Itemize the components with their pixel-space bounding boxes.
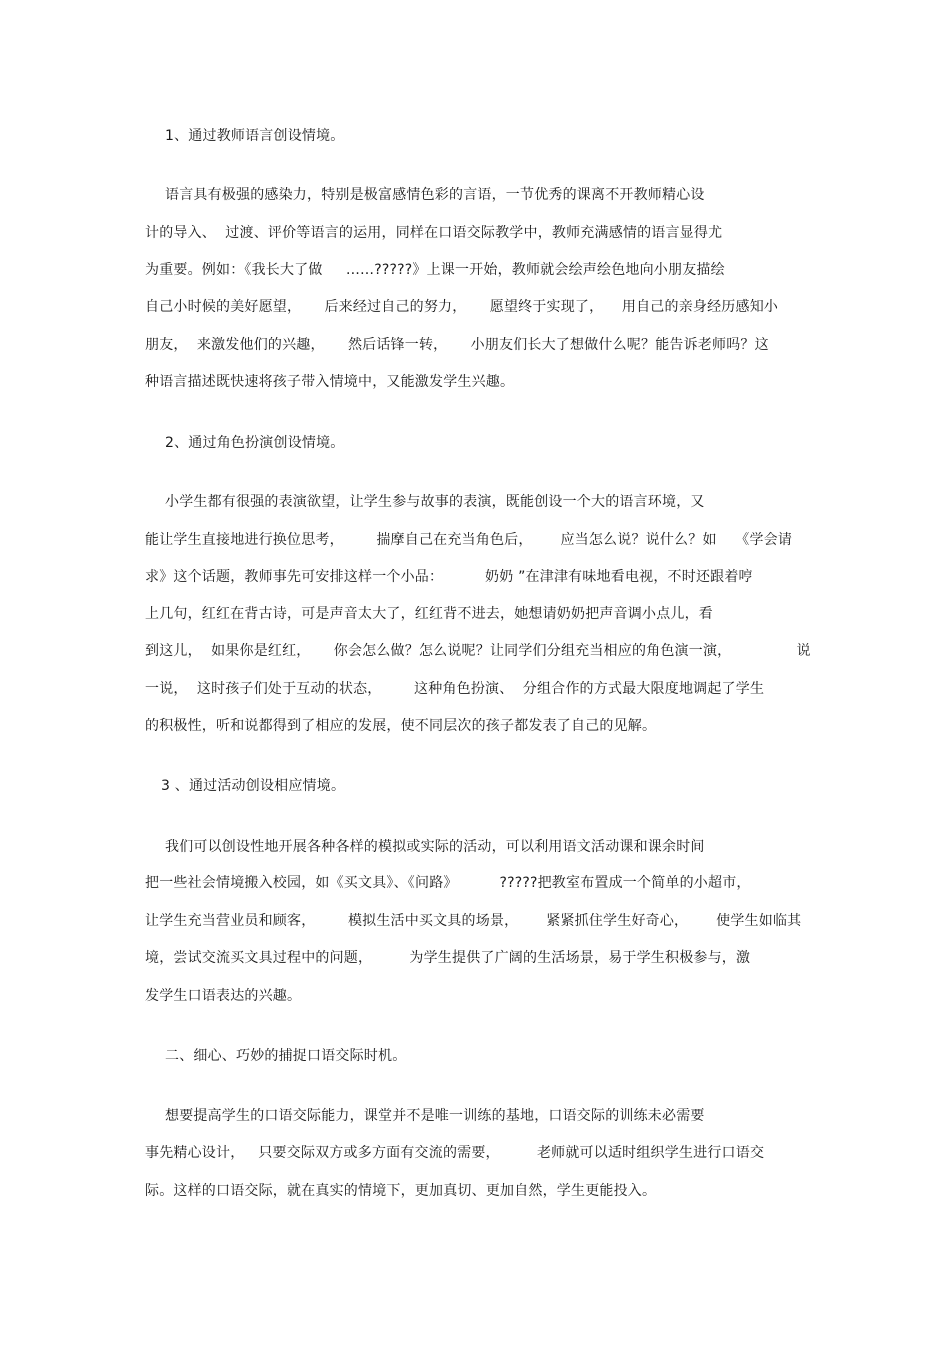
section-1-line-5: 朋友， 来激发他们的兴趣， 然后话锋一转， 小朋友们长大了想做什么呢？能告诉老师吗？这 xyxy=(145,337,769,353)
section-2-line-7: 的积极性，听和说都得到了相应的发展，使不同层次的孩子都发表了自己的见解。 xyxy=(145,718,657,734)
section-3-line-1: 我们可以创设性地开展各种各样的模拟或实际的活动，可以利用语文活动课和课余时间 xyxy=(165,839,705,855)
section-4-line-1: 想要提高学生的口语交际能力，课堂并不是唯一训练的基地，口语交际的训练未必需要 xyxy=(165,1108,705,1124)
section-3-heading: 3 、通过活动创设相应情境。 xyxy=(161,778,346,794)
section-2-line-6: 一说， 这时孩子们处于互动的状态， 这种角色扮演、 分组合作的方式最大限度地调起了学生 xyxy=(145,681,765,697)
section-4-line-2: 事先精心设计， 只要交际双方或多方面有交流的需要， 老师就可以适时组织学生进行口语交 xyxy=(145,1145,765,1161)
section-2-line-3: 求》这个话题，教师事先可安排这样一个小品： 奶奶 ”在津津有味地看电视，不时还跟着哼 xyxy=(145,569,753,585)
section-2-line-4: 上几句，红红在背古诗，可是声音太大了，红红背不进去，她想请奶奶把声音调小点儿，看 xyxy=(145,606,713,622)
section-2-line-5: 到这儿， 如果你是红红， 你会怎么做？怎么说呢？让同学们分组充当相应的角色演一演， 说 xyxy=(145,643,811,659)
section-4-line-3: 际。这样的口语交际，就在真实的情境下，更加真切、更加自然，学生更能投入。 xyxy=(145,1183,657,1199)
section-2-heading: 2、通过角色扮演创设情境。 xyxy=(165,435,345,451)
section-2-line-1: 小学生都有很强的表演欲望，让学生参与故事的表演，既能创设一个大的语言环境，又 xyxy=(165,494,705,510)
section-3-line-4: 境，尝试交流买文具过程中的问题， 为学生提供了广阔的生活场景，易于学生积极参与，激 xyxy=(145,950,751,966)
section-2-line-2: 能让学生直接地进行换位思考， 揣摩自己在充当角色后， 应当怎么说？说什么？如 《学会请 xyxy=(145,532,793,548)
section-1-line-2: 计的导入、 过渡、评价等语言的运用，同样在口语交际教学中，教师充满感情的语言显得尤 xyxy=(145,225,723,241)
section-1-line-3: 为重要。例如：《我长大了做 ……?????》上课一开始，教师就会绘声绘色地向小朋友描绘 xyxy=(145,262,725,278)
section-3-line-2: 把一些社会情境搬入校园，如《买文具》、《问路》 ?????把教室布置成一个简单的小超市， xyxy=(145,875,751,891)
section-1-line-6: 种语言描述既快速将孩子带入情境中，又能激发学生兴趣。 xyxy=(145,374,515,390)
section-1-line-1: 语言具有极强的感染力，特别是极富感情色彩的言语，一节优秀的课离不开教师精心设 xyxy=(165,187,705,203)
section-1-line-4: 自己小时候的美好愿望， 后来经过自己的努力， 愿望终于实现了， 用自己的亲身经历感知小 xyxy=(145,299,779,315)
section-1-heading: 1、通过教师语言创设情境。 xyxy=(165,128,345,144)
section-3-line-3: 让学生充当营业员和顾客， 模拟生活中买文具的场景， 紧紧抓住学生好奇心， 使学生如临其 xyxy=(145,913,802,929)
section-4-heading: 二、细心、巧妙的捕捉口语交际时机。 xyxy=(165,1048,407,1064)
section-3-line-5: 发学生口语表达的兴趣。 xyxy=(145,988,302,1004)
